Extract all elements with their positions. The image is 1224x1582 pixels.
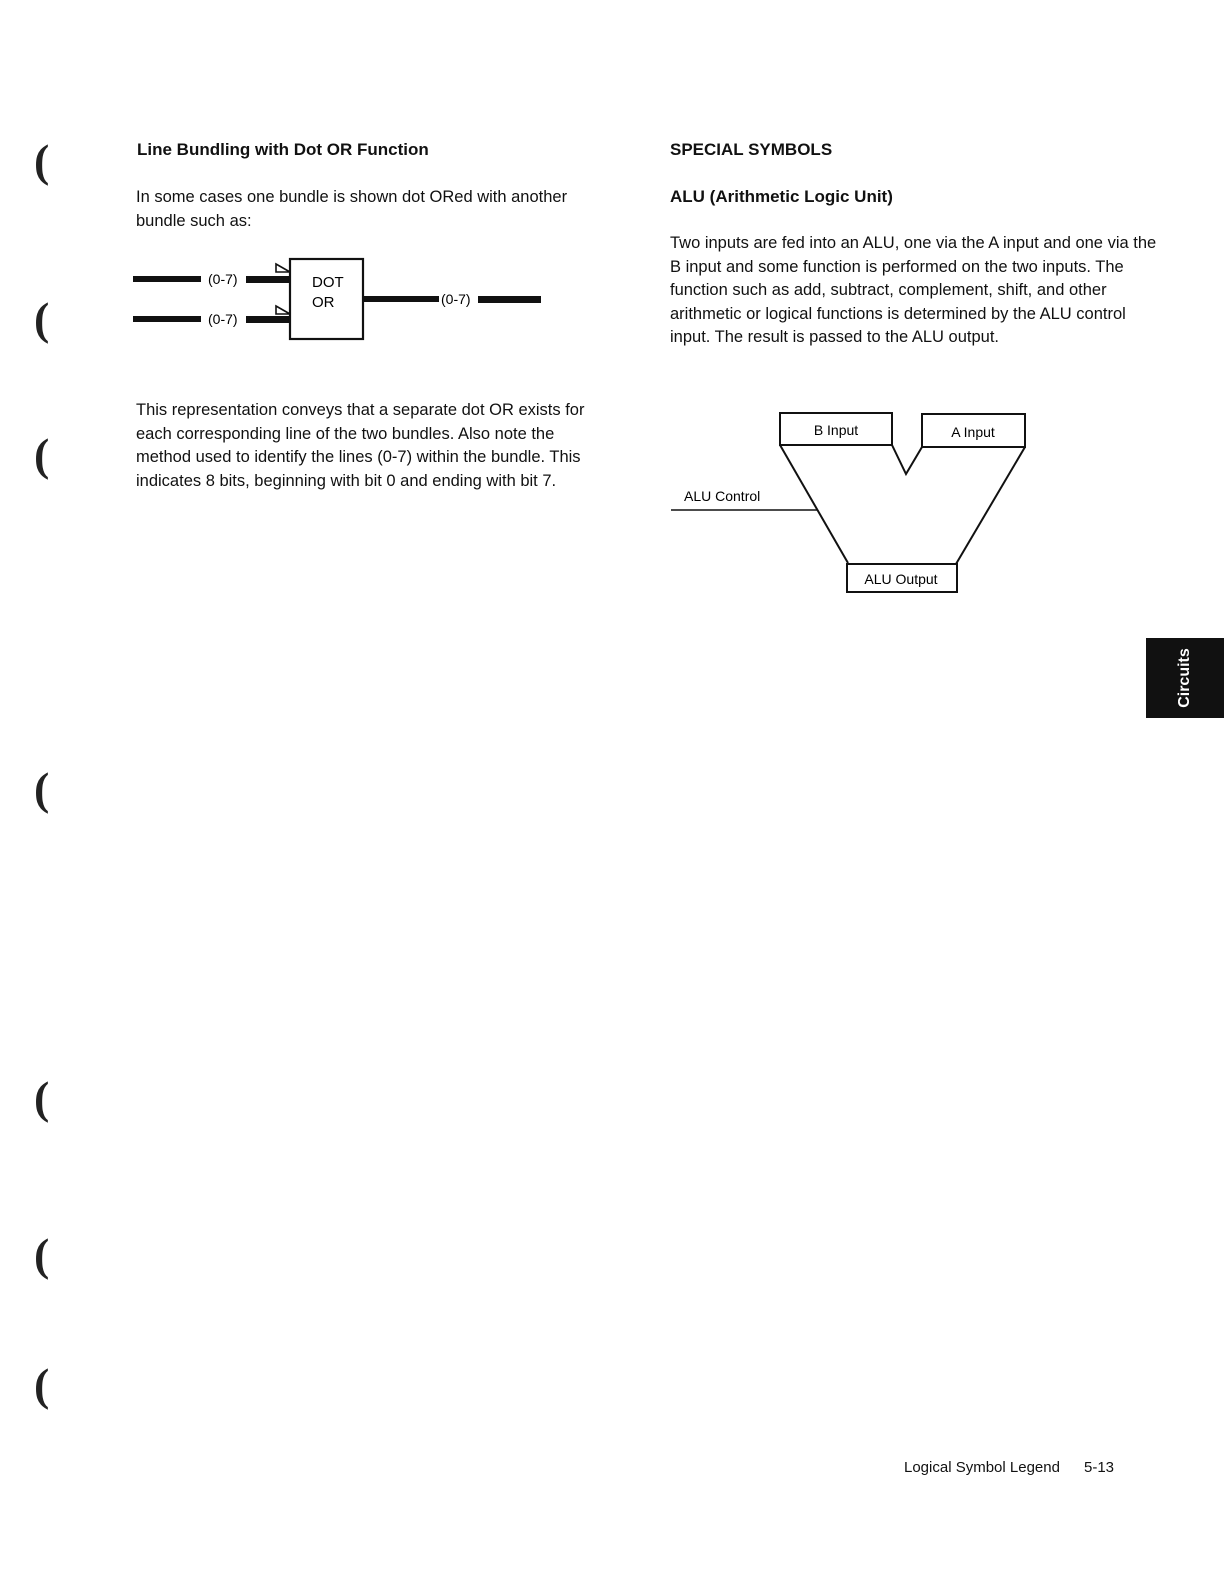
dot-or-diagram [128, 250, 558, 350]
dot-or-marker [276, 264, 290, 272]
output-bundle-line [478, 296, 541, 303]
input-bundle-line [133, 276, 201, 282]
section-tab-circuits [1146, 638, 1224, 718]
alu-outline [780, 445, 848, 563]
binder-mark: ( [34, 293, 50, 344]
binder-mark: ( [34, 135, 50, 186]
input-bundle-line [133, 316, 201, 322]
b-input-label: B Input [813, 422, 859, 438]
input-bundle-label: (0-7) [208, 271, 238, 287]
subheading-alu: ALU (Arithmetic Logic Unit) [670, 187, 893, 206]
explanation-paragraph: This representation conveys that a separate dot OR exists for each corresponding line of the two bundles. Also note the method used to identify the lines (0-7) within the bundle. This indicates 8 bits, beginning with bit 0 and ending with bit 7. [136, 401, 585, 490]
alu-paragraph: Two inputs are fed into an ALU, one via the A input and one via the B input and some function is performed on the two inputs. The function such as add, subtract, complement, shift, and other arithmetic or logical functions is determined by the ALU control input. The result is passed to the ALU output. [670, 234, 1157, 347]
dot-or-marker [276, 306, 290, 314]
alu-diagram [668, 408, 1038, 600]
binder-mark: ( [34, 763, 50, 814]
page-number: 5-13 [1084, 1459, 1115, 1476]
alu-control-label: ALU Control [684, 488, 761, 504]
input-bundle-line [246, 276, 290, 283]
alu-output-label: ALU Output [864, 571, 938, 587]
binder-mark: ( [34, 1072, 50, 1123]
section-tab-label: Circuits [1175, 648, 1193, 708]
dot-or-box-label: DOT [312, 274, 344, 291]
a-input-label: A Input [951, 424, 995, 440]
section-heading-special-symbols: SPECIAL SYMBOLS [670, 140, 833, 159]
dot-or-box-label: OR [312, 294, 335, 311]
input-bundle-label: (0-7) [208, 311, 238, 327]
alu-outline [956, 447, 1025, 564]
intro-paragraph: In some cases one bundle is shown dot ORed with another bundle such as: [136, 188, 568, 230]
section-heading-line-bundling: Line Bundling with Dot OR Function [137, 140, 429, 159]
binder-mark: ( [34, 1229, 50, 1280]
input-bundle-line [246, 316, 290, 323]
footer-title: Logical Symbol Legend [904, 1459, 1060, 1476]
output-bundle-label: (0-7) [441, 291, 471, 307]
binder-mark: ( [34, 1359, 50, 1410]
binder-mark: ( [34, 429, 50, 480]
output-bundle-line [363, 296, 439, 302]
alu-outline [892, 445, 922, 474]
